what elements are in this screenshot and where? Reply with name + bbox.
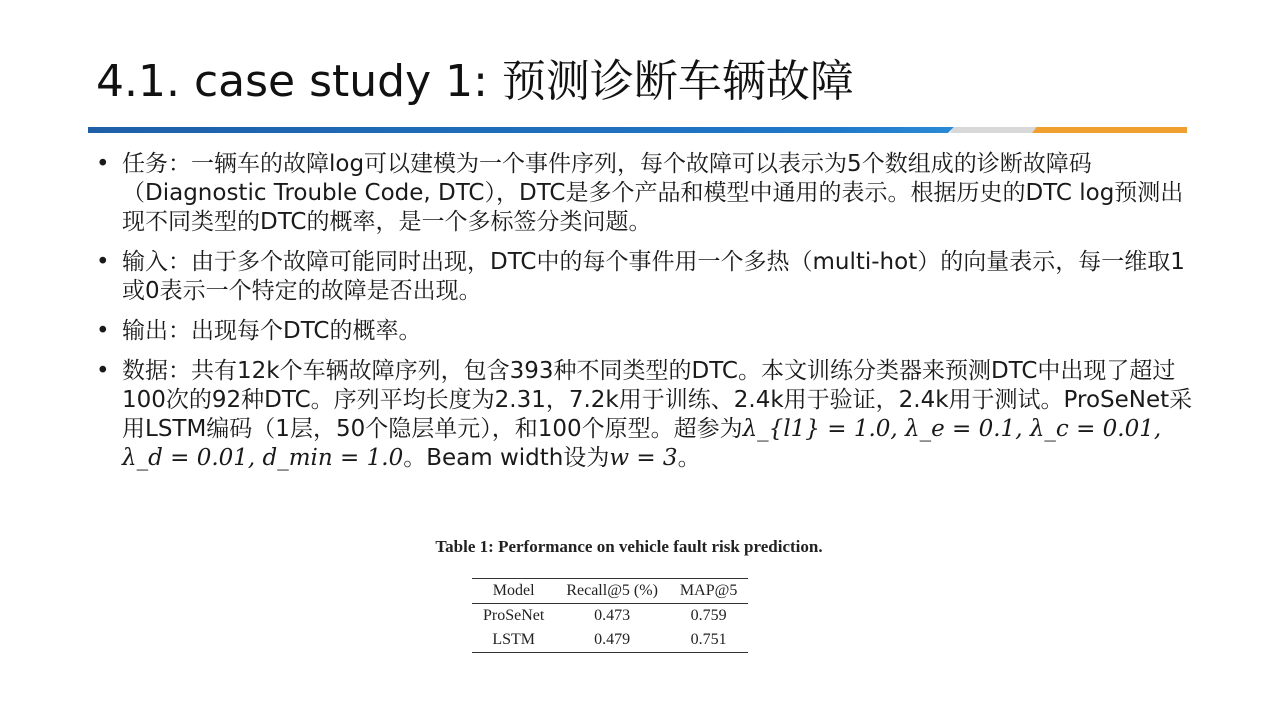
table-cell: 0.751 [690, 631, 727, 648]
hyperparameter-formula: λ_{l1} = 1.0, λ_e = 0.1, λ_c = 0.01, λ_d = 0.01, d_min = 1.0 [122, 416, 1162, 471]
table-row [472, 628, 748, 653]
title-rule-orange [1032, 127, 1187, 133]
bullet-data-text: 数据：共有12k个车辆故障序列，包含393种不同类型的DTC。本文训练分类器来预测DTC中出现了超过100次的92种DTC。序列平均长度为2.31，7.2k用于训练、2.4k用于验证，2.4k用于测试。ProSeNet采用LSTM编码（1层，50个隐层单元），和100个原型。超参为 [122, 358, 1193, 442]
beam-width-formula: w = 3 [609, 445, 678, 471]
bullet-output [96, 317, 1196, 346]
bullet-output-text: 输出：出现每个DTC的概率。 [122, 318, 422, 344]
bullet-dot: • [96, 249, 110, 275]
slide-title: 4.1. case study 1: 预测诊断车辆故障 [96, 56, 854, 107]
bullet-data-sep: 。Beam width设为 [403, 445, 610, 471]
table-cell: 0.759 [690, 607, 727, 624]
bullet-dot: • [96, 318, 110, 344]
bullet-input-text: 输入：由于多个故障可能同时出现，DTC中的每个事件用一个多热（multi-hot）的向量表示，每一维取1或0表示一个特定的故障是否出现。 [122, 249, 1185, 304]
bullet-input [96, 248, 1196, 306]
table-header-cell: MAP@5 [669, 579, 748, 604]
table-row [472, 604, 748, 629]
bullet-task-text: 任务：一辆车的故障log可以建模为一个事件序列，每个故障可以表示为5个数组成的诊断故障码（Diagnostic Trouble Code, DTC），DTC是多个产品和模型中通用的表示。根据历史的DTC log预测出现不同类型的DTC的概率，是一个多标签分类问题。 [122, 151, 1184, 235]
table-cell: 0.479 [594, 631, 631, 648]
table-cell: ProSeNet [483, 607, 545, 624]
bullet-list [96, 150, 1196, 484]
bullet-data-end: 。 [677, 445, 701, 471]
table-cell: LSTM [492, 631, 535, 648]
performance-table [472, 578, 748, 653]
bullet-data [96, 357, 1196, 473]
table-header-cell: Recall@5 (%) [555, 579, 669, 604]
bullet-dot: • [96, 358, 110, 384]
bullet-task [96, 150, 1196, 237]
bullet-dot: • [96, 151, 110, 177]
title-rule-gray [950, 127, 1038, 133]
table-caption: Table 1: Performance on vehicle fault risk prediction. [435, 537, 823, 556]
title-rule-blue [88, 127, 954, 133]
table-header-row [472, 579, 748, 604]
table-header-cell: Model [472, 579, 555, 604]
table-cell: 0.473 [594, 607, 631, 624]
